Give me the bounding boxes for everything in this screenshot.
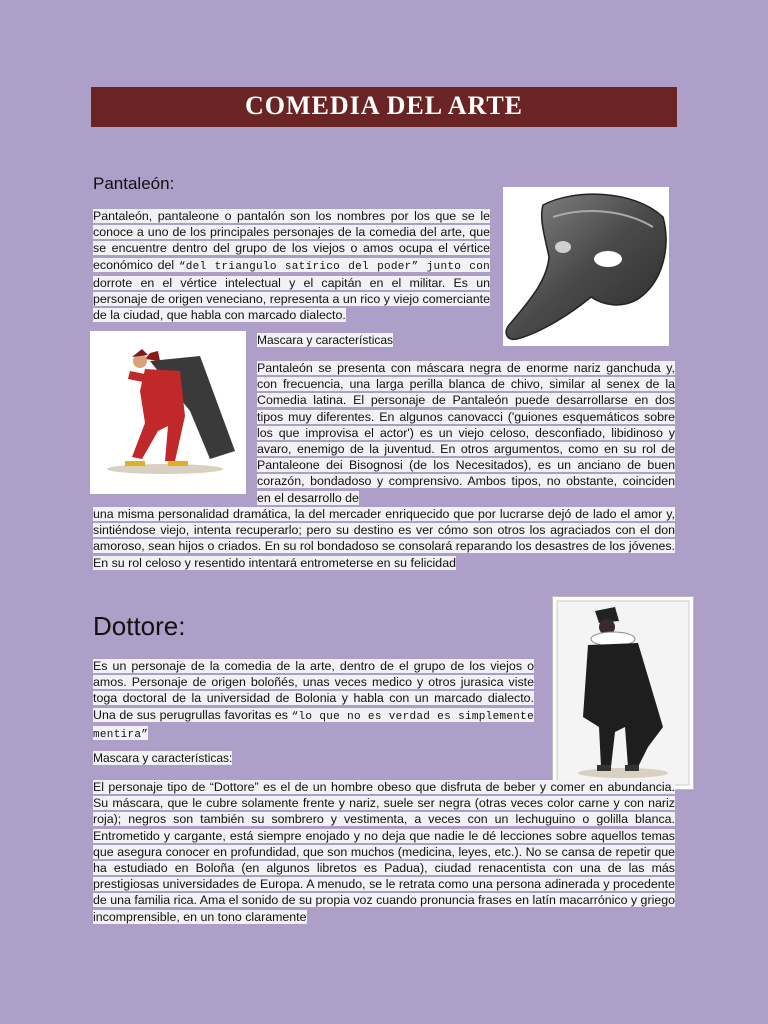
pantaleon-body-right xyxy=(257,360,675,506)
pantaleon-costume-image xyxy=(90,331,246,494)
pantaleon-intro-end: dorrote en el vértice intelectual y el capitán en el militar. Es un personaje de origen veneciano, representa a un rico y viejo comerciante de la ciudad, que habla con marcado dialecto. xyxy=(93,275,490,323)
dottore-subheading-text: Mascara y características: xyxy=(93,751,233,765)
pantaleon-intro-quote: “del triangulo satírico del poder” junto con xyxy=(178,260,490,273)
pantaleon-body-right-text: Pantaleón se presenta con máscara negra de enorme nariz ganchuda y, con frecuencia, una larga perilla blanca de chivo, similar al senex de la Comedia latina. El personaje de Pantaleón puede desarrollarse en dos tipos muy diferentes. En algunos canovacci ('guiones esquemáticos sobre los que improvisa el actor') es un viejo celoso, desconfiado, libidinoso y avaro, enemigo de la juventud. En otros argumentos, como en su rol de Pantaleone dei Bisognosi (de los Necesitados), es un anciano de buen corazón, bondadoso y comprensivo. Ambos tipos, no obstante, coinciden en el desarrollo de xyxy=(257,361,675,505)
dottore-body-text: El personaje tipo de “Dottore” es el de un hombre obeso que disfruta de beber y comer en abundancia. Su máscara, que le cubre solamente frente y nariz, suele ser negra (otras veces color carne y con nariz roja); negros son también su sombrero y vestimenta, a veces con un lechuguino o golilla blanca. Entrometido y cargante, está siempre enojado y no deja que nadie le dé lecciones sobre aquellos temas que asegura conocer en profundidad, que son muchos (medicina, leyes, etc.). No se cansa de repetir que ha estudiado en Boloña (en algunos libretos es Padua), ciudad renacentista con una de las más prestigiosas universidades de Europa. A menudo, se le retrata como una persona adinerada y procedente de una familia rica. Ama el sonido de su propia voz cuando pronuncia frases en latín macarrónico y griego incomprensible, en un tono claramente xyxy=(93,780,676,924)
dottore-heading: Dottore: xyxy=(93,611,186,641)
pantaleon-subheading-text: Mascara y características xyxy=(257,333,394,347)
pantaleon-body-full-text: una misma personalidad dramática, la del mercader enriquecido que por lucrarse dejó de lado el amor y, sintiéndose viejo, intenta recuperarlo; pero su destino es ver cómo son otros los agraciados con el don amoroso, sean hijos o criados. En su rol bondadoso se consolará reparando los desastres de los jóvenes. En su rol celoso y resentido intentará entrometerse en su felicidad xyxy=(93,507,675,570)
pantaleon-mask-image xyxy=(503,187,669,346)
dottore-intro-text: Es un personaje de la comedia de la arte, dentro de el grupo de los viejos o amos. Personaje de origen boloñés, unas veces medico y otros jurasica viste toga doctoral de la universidad de Bolonia y habla con un marcado dialecto. Una de sus perugrullas favoritas es xyxy=(93,659,534,722)
page-title: COMEDIA DEL ARTE xyxy=(244,91,524,120)
pantaleon-intro xyxy=(93,208,490,323)
dottore-subheading xyxy=(93,751,232,765)
dottore-body xyxy=(93,779,675,925)
dottore-intro xyxy=(93,658,534,743)
dottore-intro-quote: “lo que no es verdad es simplemente mentira” xyxy=(93,710,534,741)
pantaleon-subheading xyxy=(257,333,393,347)
pantaleon-body-full xyxy=(93,506,675,571)
pantaleon-intro-text: Pantaleón, pantaleone o pantalón son los nombres por los que se le conoce a uno de los principales personajes de la comedia del arte, que se encuentre dentro del grupo de los viejos o amos ocupa el vértice económico del xyxy=(93,209,490,272)
pantaleon-heading: Pantaleón: xyxy=(93,174,175,193)
dottore-costume-image xyxy=(552,596,694,790)
title-banner xyxy=(91,87,677,127)
